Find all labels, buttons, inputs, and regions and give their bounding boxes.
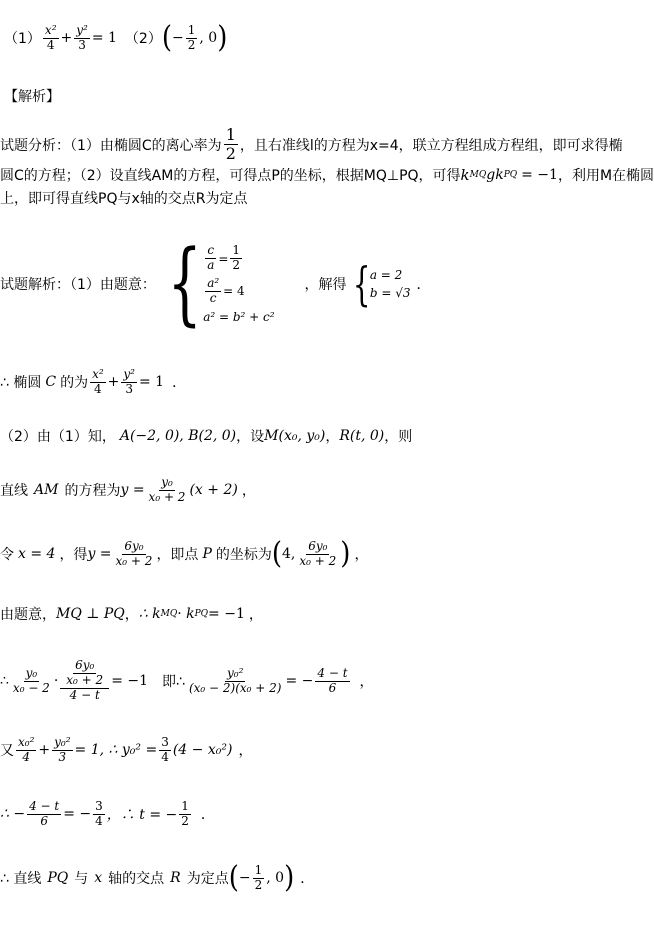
answer-part2-label: （2） <box>124 31 162 48</box>
ellipse-equation-line: ∴ 椭圆 C 的为 $\frac{\text{x²}}{4}$ + $\frac{\text{y²}}{3}$ = 1 ． <box>0 367 187 396</box>
points-line: （2）由（1）知， A(−2, 0), B(2, 0) ，设 M(x₀, y₀) ， R(t, 0) ，则 <box>0 428 413 445</box>
system-brace: { <box>167 231 202 336</box>
answer-frac-x: $\frac{\text{x²}}{4}$ <box>44 23 57 52</box>
solution-1-line: 试题解析：（1）由题意： { $\frac{c}{a}$ = $\frac{1}{2}$ $\frac{\text{a²}}{c}$ = 4 a² = b² + c² ，解得 { a = 2 b = √3 ． <box>0 231 431 336</box>
result-brace: { <box>352 256 370 311</box>
answer-frac-half: $\frac{1}{2}$ <box>187 23 196 52</box>
conclusion-line: ∴ 直线 PQ 与 x 轴的交点 R 为定点 ( − $\frac{1}{2}$ , 0 ) ． <box>0 861 315 896</box>
analysis-heading: 【解析】 <box>4 89 60 105</box>
point-p-line: 令 x = 4 ，得 y = $\frac{\text{6y₀}}{\text{x₀ + 2}}$ ，即点 P 的坐标为 ( 4, $\frac{\text{6y₀}}{\text{x₀ + 2}}$ ) ， <box>0 537 369 572</box>
answer-part1-label: （1） <box>4 31 41 48</box>
result-system: a = 2 b = √3 <box>369 268 411 300</box>
line-am-equation: 直线 AM 的方程为 y = $\frac{\text{y₀}}{\text{x₀ + 2}}$ (x + 2) ， <box>0 475 256 504</box>
analysis-line-2: 圆C的方程；（2）设直线AM的方程，可得点P的坐标，根据MQ⊥PQ，可得 k MQ g k PQ = −1 ，利用M在椭圆 <box>0 166 654 184</box>
answer-line: （1） $\frac{\text{x²}}{4}$ + $\frac{\text{y²}}{3}$ = 1 （2） ( − $\frac{1}{2}$ , 0 ) <box>4 21 228 56</box>
answer-frac-y: $\frac{\text{y²}}{3}$ <box>76 23 88 52</box>
analysis-line-3: 上，即可得直线PQ与x轴的交点R为定点 <box>0 191 248 207</box>
t-value-line: ∴ − $\frac{4 - t}{6}$ = − $\frac{3}{4}$ ，∴ t = − $\frac{1}{2}$ ． <box>0 799 215 828</box>
analysis-line-1: 试题分析：（1）由椭圆C的离心率为 $\frac{1}{2}$ ，且右准线l的方程为x=4，联立方程组成方程组，即可求得椭 <box>0 125 623 164</box>
condition-system: $\frac{c}{a}$ = $\frac{1}{2}$ $\frac{\text{a²}}{c}$ = 4 a² = b² + c² <box>203 243 275 324</box>
perpendicular-line: 由题意， MQ ⊥ PQ ， ∴ k MQ · k PQ = −1 ， <box>0 606 263 623</box>
eccentricity-frac: $\frac{1}{2}$ <box>225 125 236 164</box>
nested-fraction: $\frac{\frac{\text{6y₀}}{\text{x₀ + 2}}}{4 - t}$ <box>60 659 109 702</box>
substitution-line: 又 $\frac{\text{x₀²}}{4}$ + $\frac{\text{y₀²}}{3}$ = 1, ∴ y₀² = $\frac{3}{4}$ (4 − x₀²) ， <box>0 735 253 764</box>
slope-product-line: ∴ $\frac{\text{y₀}}{\text{x₀ − 2}}$ · $\frac{\frac{\text{6y₀}}{\text{x₀ + 2}}}{4 - t}$ = −1 即∴ $\frac{\text{y₀²}}{\text{(x₀ − 2)(x₀ + 2)}}$ = − $\frac{4 - t}{6}$ ， <box>0 658 374 702</box>
